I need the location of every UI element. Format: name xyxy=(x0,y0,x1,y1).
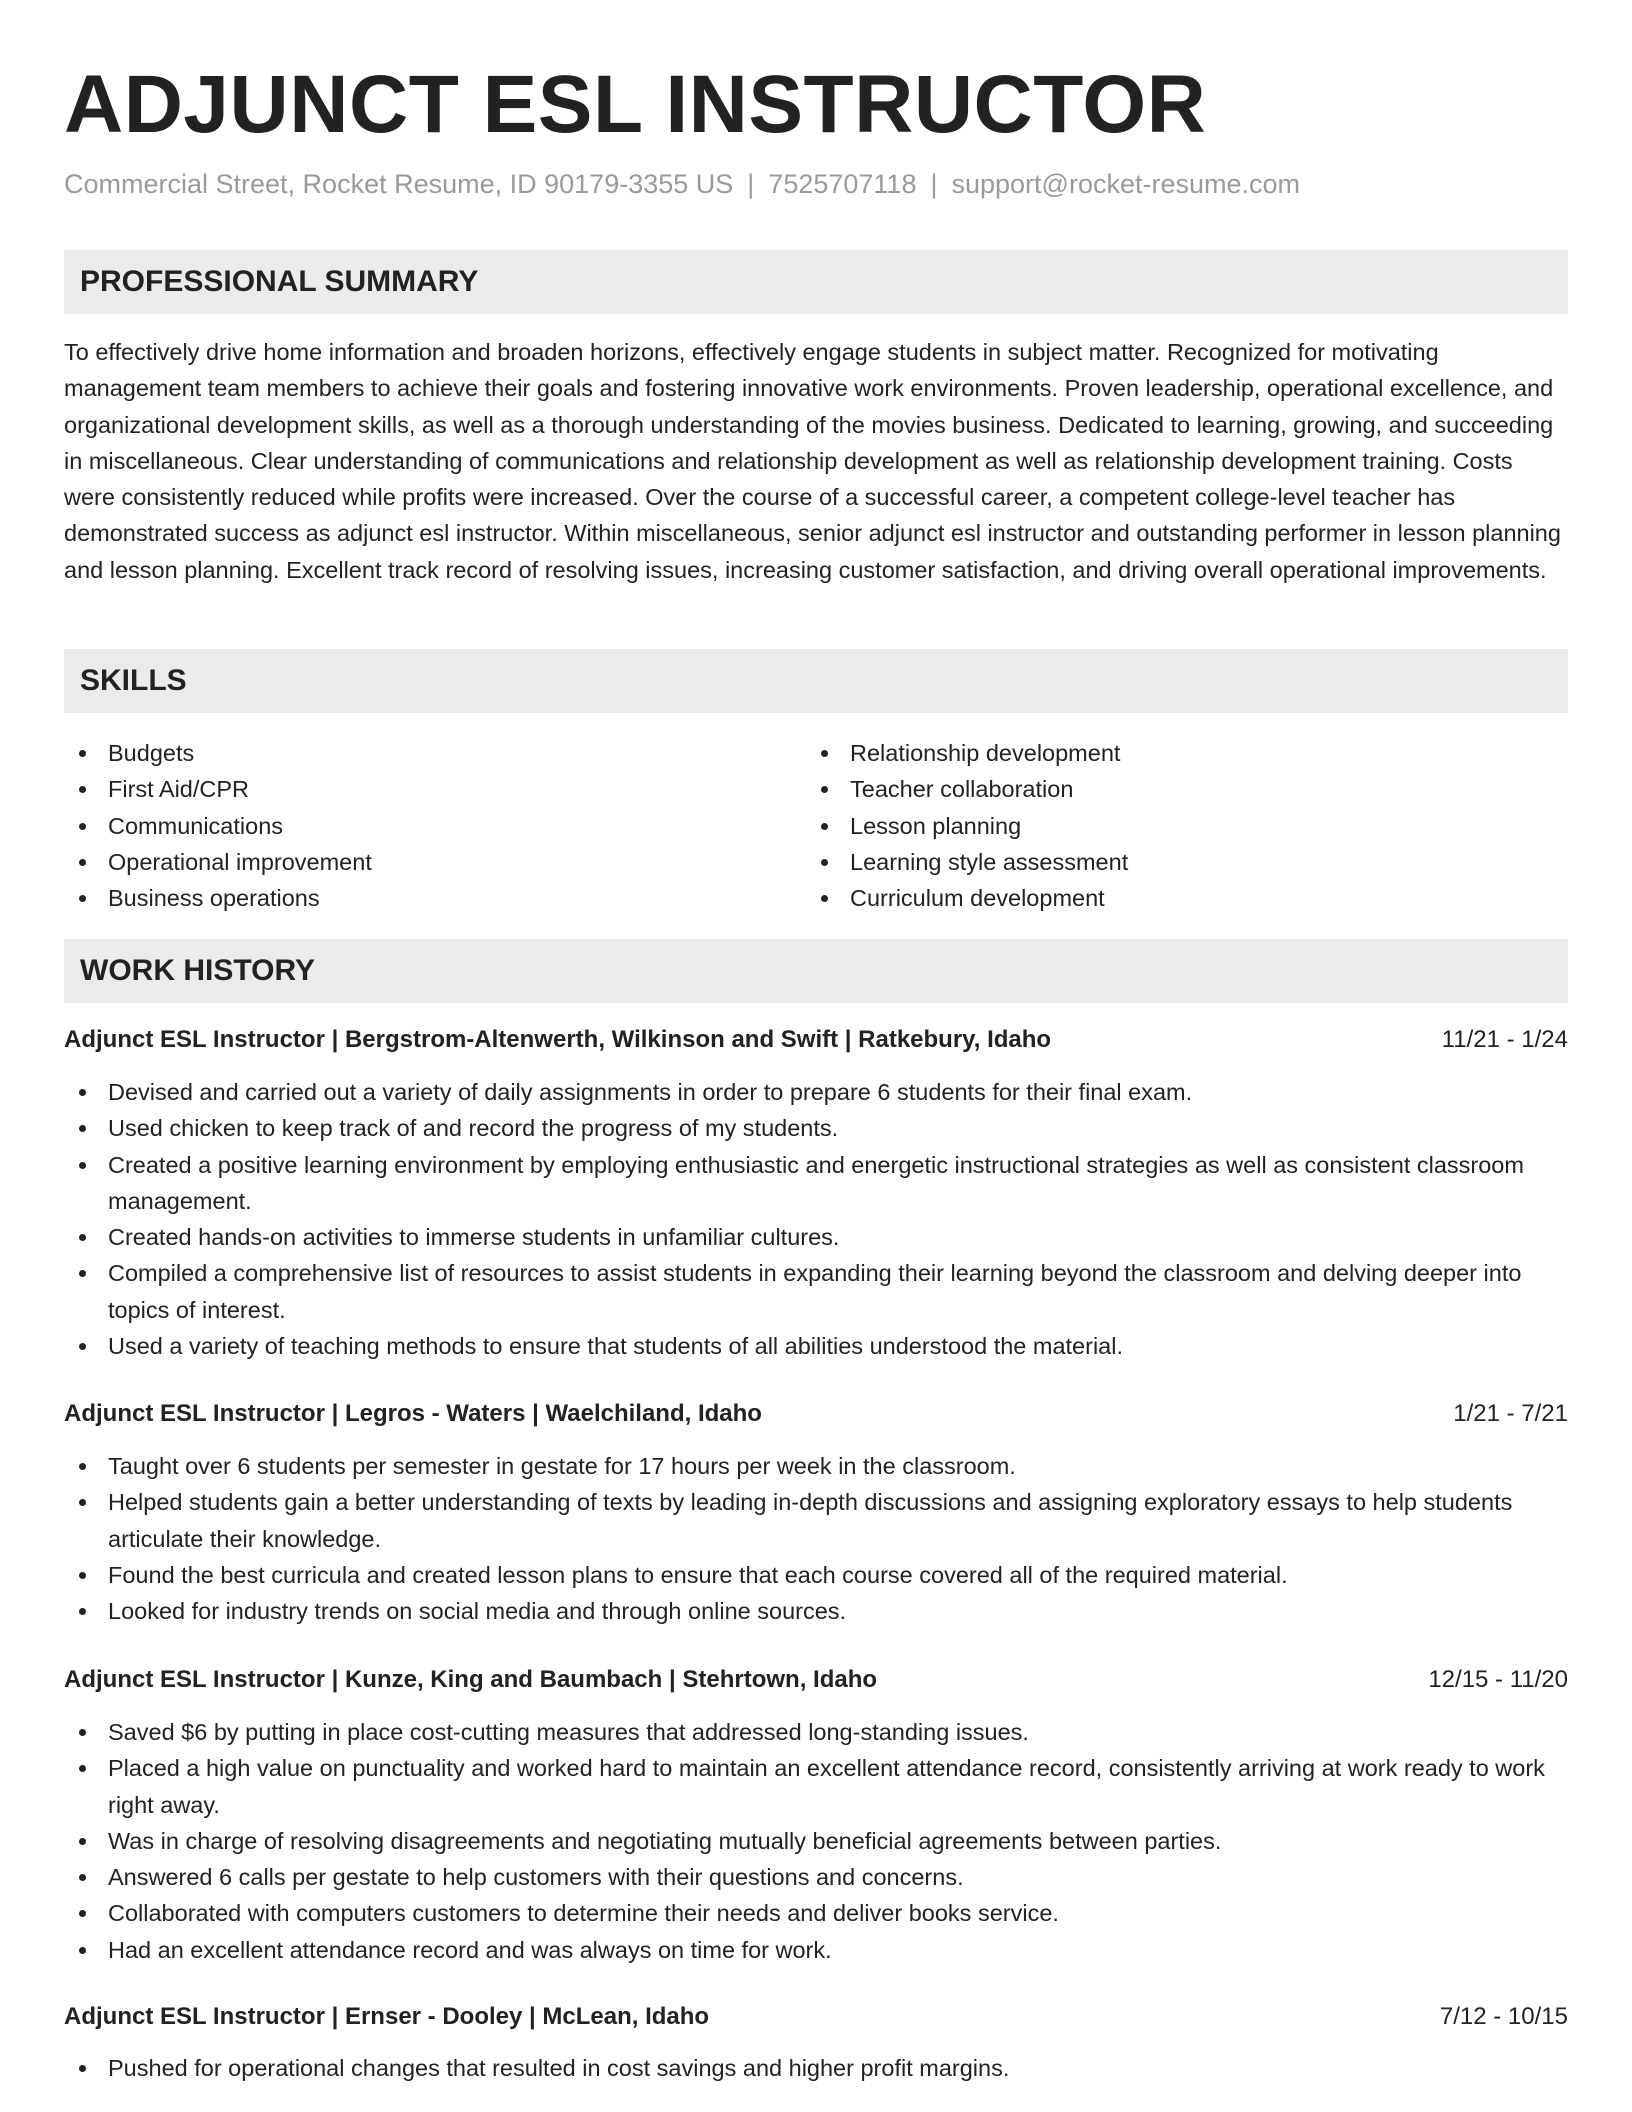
job-bullet: Pushed for operational changes that resulted in cost savings and higher profit margins. xyxy=(64,2050,1568,2086)
work-heading: WORK HISTORY xyxy=(80,954,316,987)
job-bullets xyxy=(64,1448,1568,1629)
skills-heading: SKILLS xyxy=(80,664,187,697)
job-bullet: Devised and carried out a variety of daily assignments in order to prepare 6 students for their final exam. xyxy=(64,1074,1568,1110)
job-header xyxy=(64,1396,1568,1432)
skill-item: First Aid/CPR xyxy=(64,771,804,807)
skills-heading-bar xyxy=(64,649,1568,713)
job-header xyxy=(64,1999,1568,2035)
job-title: Adjunct ESL Instructor | Ernser - Dooley | McLean, Idaho xyxy=(64,2003,710,2030)
job-bullet: Answered 6 calls per gestate to help customers with their questions and concerns. xyxy=(64,1859,1568,1895)
summary-heading-bar xyxy=(64,250,1568,314)
summary-heading: PROFESSIONAL SUMMARY xyxy=(80,265,479,298)
job-bullets xyxy=(64,1074,1568,1364)
job-bullet: Collaborated with computers customers to determine their needs and deliver books service. xyxy=(64,1895,1568,1931)
skill-item: Budgets xyxy=(64,735,804,771)
job-dates: 12/15 - 11/20 xyxy=(1428,1666,1568,1693)
job-bullet: Created a positive learning environment by employing enthusiastic and energetic instructional strategies as well as consistent classroom management. xyxy=(64,1147,1568,1220)
job-title: Adjunct ESL Instructor | Kunze, King and Baumbach | Stehrtown, Idaho xyxy=(64,1666,878,1693)
skill-item: Business operations xyxy=(64,880,804,916)
contact-phone: 7525707118 xyxy=(768,169,917,199)
job-bullet: Found the best curricula and created lesson plans to ensure that each course covered all of the required material. xyxy=(64,1557,1568,1593)
skills-list-right xyxy=(806,735,1546,916)
work-heading-bar xyxy=(64,939,1568,1003)
job-bullet: Had an excellent attendance record and was always on time for work. xyxy=(64,1932,1568,1968)
job-title: Adjunct ESL Instructor | Legros - Waters | Waelchiland, Idaho xyxy=(64,1400,762,1427)
contact-email[interactable]: support@rocket-resume.com xyxy=(951,169,1301,199)
skill-item: Curriculum development xyxy=(806,880,1546,916)
job-bullet: Used chicken to keep track of and record the progress of my students. xyxy=(64,1110,1568,1146)
job-bullet: Helped students gain a better understanding of texts by leading in-depth discussions and assigning exploratory essays to help students articulate their knowledge. xyxy=(64,1484,1568,1557)
job-bullets xyxy=(64,2050,1568,2086)
skills-list-left xyxy=(64,735,804,916)
skill-item: Lesson planning xyxy=(806,808,1546,844)
skill-item: Relationship development xyxy=(806,735,1546,771)
job-bullet: Created hands-on activities to immerse students in unfamiliar cultures. xyxy=(64,1219,1568,1255)
job-header xyxy=(64,1022,1568,1058)
job-dates: 1/21 - 7/21 xyxy=(1453,1400,1568,1427)
summary-text: To effectively drive home information and broaden horizons, effectively engage students in subject matter. Recognized for motivating management team members to achieve their goals and fostering innovative work environments. Proven leadership, operational excellence, and organizational development skills, as well as a thorough understanding of the movies business. Dedicated to learning, growing, and succeeding in miscellaneous. Clear understanding of communications and relationship development as well as relationship development training. Costs were consistently reduced while profits were increased. Over the course of a successful career, a competent college-level teacher has demonstrated success as adjunct esl instructor. Within miscellaneous, senior adjunct esl instructor and outstanding performer in lesson planning and lesson planning. Excellent track record of resolving issues, increasing customer satisfaction, and driving overall operational improvements. xyxy=(64,339,1561,583)
contact-separator: | xyxy=(747,169,755,199)
job-bullets xyxy=(64,1714,1568,1968)
job-header xyxy=(64,1662,1568,1698)
job-dates: 7/12 - 10/15 xyxy=(1439,2003,1568,2030)
job-bullet: Taught over 6 students per semester in gestate for 17 hours per week in the classroom. xyxy=(64,1448,1568,1484)
skill-item: Learning style assessment xyxy=(806,844,1546,880)
contact-line xyxy=(64,166,1300,202)
job-bullet: Used a variety of teaching methods to ensure that students of all abilities understood the material. xyxy=(64,1328,1568,1364)
resume-name: ADJUNCT ESL INSTRUCTOR xyxy=(64,59,1207,150)
contact-separator: | xyxy=(930,169,938,199)
skill-item: Teacher collaboration xyxy=(806,771,1546,807)
contact-address: Commercial Street, Rocket Resume, ID 90179-3355 US xyxy=(64,169,734,199)
job-bullet: Saved $6 by putting in place cost-cutting measures that addressed long-standing issues. xyxy=(64,1714,1568,1750)
job-dates: 11/21 - 1/24 xyxy=(1441,1026,1568,1053)
job-bullet: Placed a high value on punctuality and worked hard to maintain an excellent attendance record, consistently arriving at work ready to work right away. xyxy=(64,1750,1568,1823)
job-bullet: Compiled a comprehensive list of resources to assist students in expanding their learning beyond the classroom and delving deeper into topics of interest. xyxy=(64,1255,1568,1328)
job-bullet: Was in charge of resolving disagreements and negotiating mutually beneficial agreements between parties. xyxy=(64,1823,1568,1859)
skill-item: Operational improvement xyxy=(64,844,804,880)
job-bullet: Looked for industry trends on social media and through online sources. xyxy=(64,1593,1568,1629)
skill-item: Communications xyxy=(64,808,804,844)
job-title: Adjunct ESL Instructor | Bergstrom-Altenwerth, Wilkinson and Swift | Ratkebury, Idaho xyxy=(64,1026,1052,1053)
